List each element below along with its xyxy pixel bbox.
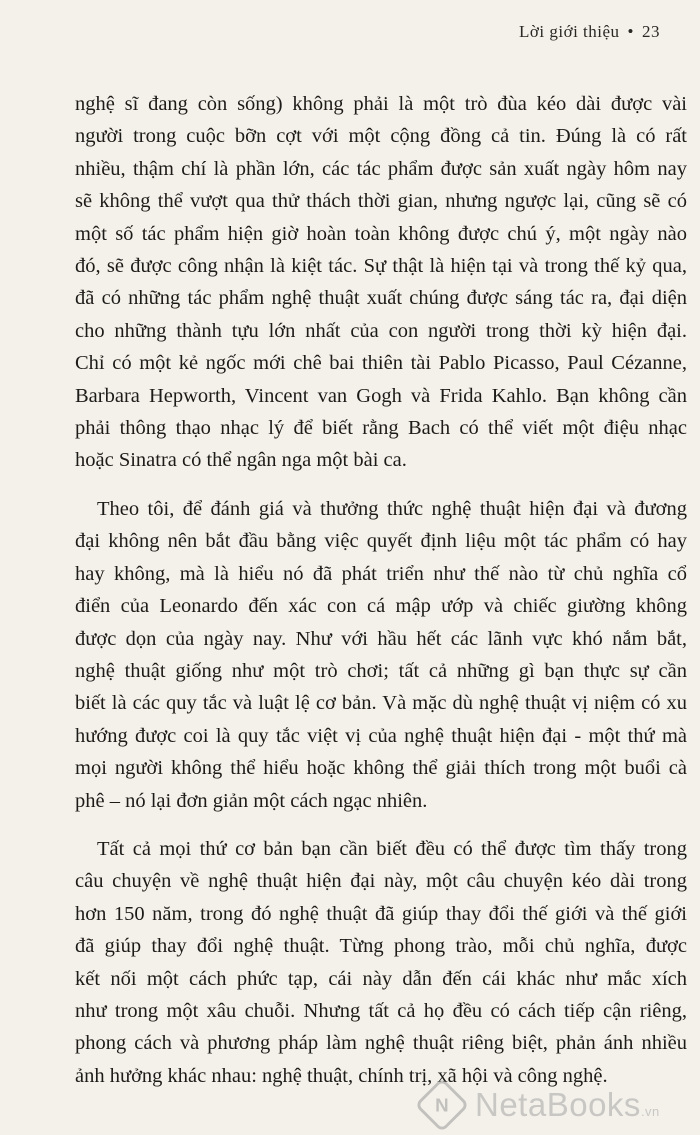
text-line: đã có những tác phẩm nghệ thuật xuất chúng được sáng tác ra, đại diện <box>75 287 687 310</box>
page-number: 23 <box>642 22 660 41</box>
text-line: Tất cả mọi thứ cơ bản bạn cần biết đều có thể được tìm thấy trong <box>97 837 687 860</box>
text-line: cho những thành tựu lớn nhất của con người trong thời kỳ hiện đại. <box>75 319 687 342</box>
paragraph <box>75 493 687 817</box>
text-line: đã giúp thay đổi nghệ thuật. Từng phong trào, mỗi chủ nghĩa, được <box>75 935 687 958</box>
text-line: một số tác phẩm hiện giờ hoàn toàn không được chú ý, một ngày nào <box>75 222 687 245</box>
text-line: mọi người không thể hiểu hoặc không thể giải thích trong một buổi cà <box>75 757 687 780</box>
text-line: biết là các quy tắc và luật lệ cơ bản. Và mặc dù nghệ thuật vị niệm có xu <box>75 692 687 715</box>
text-line: Theo tôi, để đánh giá và thưởng thức nghệ thuật hiện đại và đương <box>97 497 687 520</box>
text-line: ảnh hưởng khác nhau: nghệ thuật, chính trị, xã hội và công nghệ. <box>75 1064 608 1087</box>
text-line: sẽ không thể vượt qua thử thách thời gian, nhưng ngược lại, cũng sẽ có <box>75 190 687 213</box>
text-line: đó, sẽ được công nhận là kiệt tác. Sự thật là hiện tại và trong thế kỷ qua, <box>75 255 687 278</box>
text-line: phong cách và phương pháp làm nghệ thuật riêng biệt, phản ánh nhiều <box>75 1032 687 1055</box>
paragraph <box>75 88 687 477</box>
text-line: được dọn của ngày nay. Như với hầu hết các lãnh vực khó nắm bắt, <box>75 627 687 650</box>
text-line: Chỉ có một kẻ ngốc mới chê bai thiên tài Pablo Picasso, Paul Cézanne, <box>75 352 687 375</box>
text-line: kết nối một cách phức tạp, cái này dẫn đến cái khác như mắc xích <box>75 967 687 990</box>
text-line: hoặc Sinatra có thể ngân nga một bài ca. <box>75 449 407 472</box>
section-title: Lời giới thiệu <box>519 22 620 41</box>
text-line: Barbara Hepworth, Vincent van Gogh và Frida Kahlo. Bạn không cần <box>75 384 687 407</box>
text-line: người trong cuộc bỡn cợt với một cộng đồng cả tin. Đúng là có rất <box>75 125 687 148</box>
text-line: hướng được coi là quy tắc việt vị của nghệ thuật hiện đại - một thứ mà <box>75 724 687 747</box>
text-line: hay không, mà là hiểu nó đã phát triển như thế nào từ chủ nghĩa cổ <box>75 562 687 585</box>
text-line: nhiều, thậm chí là phần lớn, các tác phẩm được sản xuất ngày hôm nay <box>75 157 687 180</box>
watermark <box>415 1078 660 1132</box>
body-text <box>75 88 687 1092</box>
running-header <box>519 22 660 42</box>
paragraph <box>75 833 687 1092</box>
watermark-brand: NetaBooks.vn <box>475 1086 660 1123</box>
text-line: câu chuyện về nghệ thuật hiện đại này, một câu chuyện kéo dài trong <box>75 870 687 893</box>
text-line: phải thông thạo nhạc lý để biết rằng Bach có thể viết một điệu nhạc <box>75 417 687 440</box>
text-line: như trong một xâu chuỗi. Nhưng tất cả họ đều có cách tiếp cận riêng, <box>75 999 687 1022</box>
text-line: nghệ thuật giống như một trò chơi; tất cả những gì bạn thực sự cần <box>75 659 687 682</box>
text-line: nghệ sĩ đang còn sống) không phải là một trò đùa kéo dài được vài <box>75 93 687 115</box>
text-line: đại không nên bắt đầu bằng việc quyết định liệu một tác phẩm có hay <box>75 530 687 553</box>
text-line: hơn 150 năm, trong đó nghệ thuật đã giúp thay đổi thế giới và thế giới <box>75 902 687 925</box>
text-line: phê – nó lại đơn giản một cách ngạc nhiên. <box>75 789 428 812</box>
text-line: điển của Leonardo đến xác con cá mập ướp và chiếc giường không <box>75 595 687 618</box>
netabooks-logo-icon: N <box>415 1078 470 1133</box>
header-bullet: • <box>627 22 634 41</box>
